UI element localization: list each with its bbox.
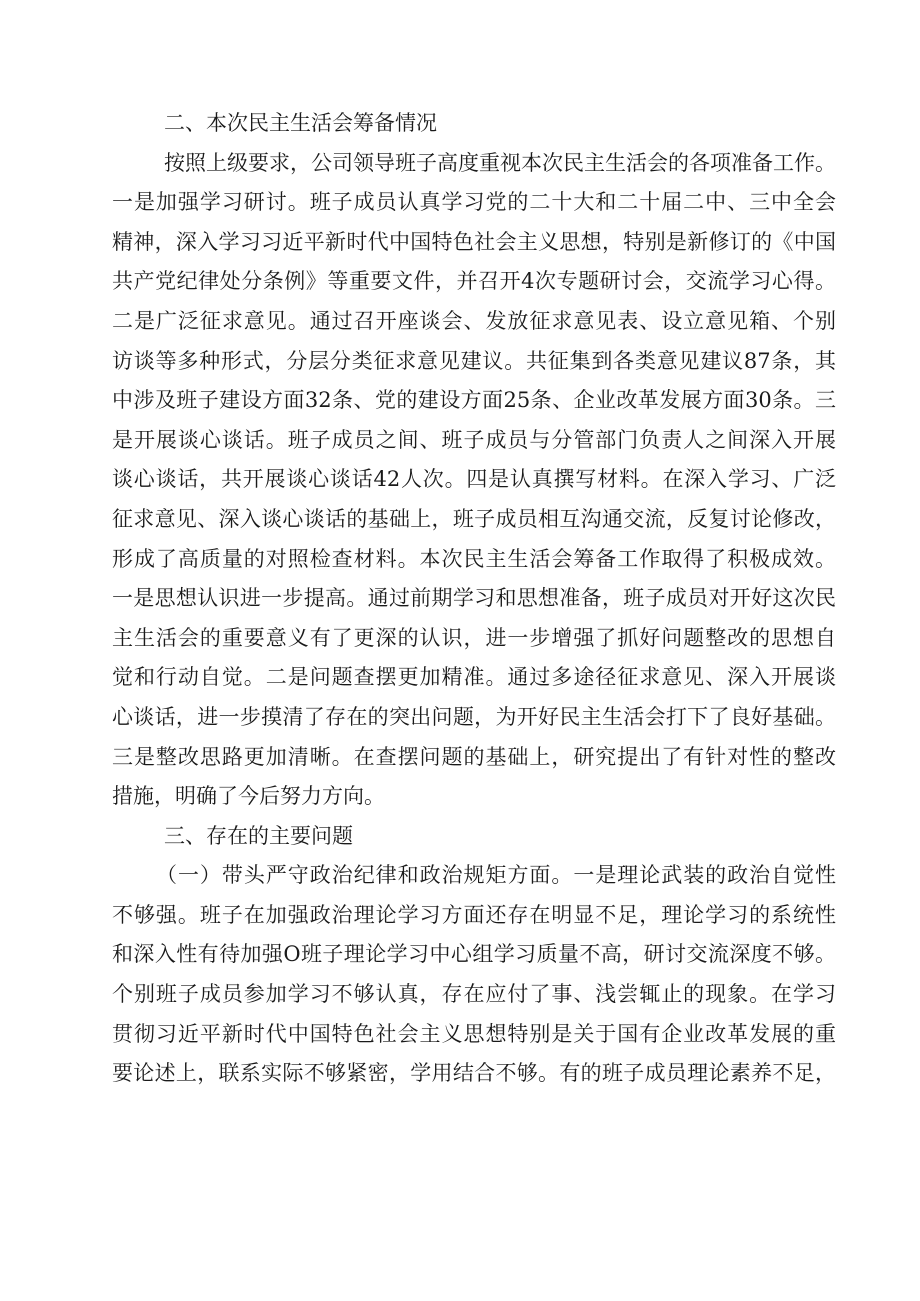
paragraph-line: （一）带头严守政治纪律和政治规矩方面。一是理论武装的政治自觉性: [156, 863, 836, 888]
paragraph-line: 一是加强学习研讨。班子成员认真学习党的二十大和二十届二中、三中全会: [112, 190, 836, 215]
paragraph-line: 不够强。班子在加强政治理论学习方面还存在明显不足，理论学习的系统性: [112, 902, 836, 927]
section-heading-2: 二、本次民主生活会筹备情况: [164, 111, 437, 135]
paragraph-line: 措施，明确了今后努力方向。: [112, 784, 385, 809]
paragraph-line: 是开展谈心谈话。班子成员之间、班子成员与分管部门负责人之间深入开展: [112, 427, 836, 452]
paragraph-line: 谈心谈话，共开展谈心谈话42人次。四是认真撰写材料。在深入学习、广泛: [112, 467, 836, 492]
section-3-paragraph: [112, 856, 836, 1094]
paragraph-line: 主生活会的重要意义有了更深的认识，进一步增强了抓好问题整改的思想自: [112, 625, 836, 650]
paragraph-line: 贯彻习近平新时代中国特色社会主义思想特别是关于国有企业改革发展的重: [112, 1021, 836, 1046]
paragraph-line: 心谈话，进一步摸清了存在的突出问题，为开好民主生活会打下了良好基础。: [112, 704, 836, 729]
paragraph-line: 征求意见、深入谈心谈话的基础上，班子成员相互沟通交流，反复讨论修改，: [112, 506, 836, 531]
paragraph-line: 精神，深入学习习近平新时代中国特色社会主义思想，特别是新修订的《中国: [112, 229, 836, 254]
document-body: [112, 104, 836, 1094]
paragraph-line: 共产党纪律处分条例》等重要文件，并召开4次专题研讨会，交流学习心得。: [112, 269, 836, 294]
paragraph-line: 中涉及班子建设方面32条、党的建设方面25条、企业改革发展方面30条。三: [112, 388, 836, 413]
section-heading-3: 三、存在的主要问题: [164, 823, 353, 848]
paragraph-line: 三是整改思路更加清晰。在查摆问题的基础上，研究提出了有针对性的整改: [112, 744, 836, 769]
paragraph-line: 形成了高质量的对照检查材料。本次民主生活会筹备工作取得了积极成效。: [112, 546, 836, 571]
paragraph-line: 和深入性有待加强O班子理论学习中心组学习质量不高，研讨交流深度不够。: [112, 942, 836, 967]
paragraph-line: 个别班子成员参加学习不够认真，存在应付了事、浅尝辄止的现象。在学习: [112, 982, 836, 1007]
paragraph-line: 一是思想认识进一步提高。通过前期学习和思想准备，班子成员对开好这次民: [112, 586, 836, 611]
paragraph-line: 二是广泛征求意见。通过召开座谈会、发放征求意见表、设立意见箱、个别: [112, 308, 836, 333]
paragraph-line: 要论述上，联系实际不够紧密，学用结合不够。有的班子成员理论素养不足，: [112, 1061, 836, 1086]
paragraph-line: 访谈等多种形式，分层分类征求意见建议。共征集到各类意见建议87条，其: [112, 348, 836, 373]
paragraph-line: 按照上级要求，公司领导班子高度重视本次民主生活会的各项准备工作。: [164, 150, 836, 175]
section-2-paragraph: [112, 144, 836, 817]
paragraph-line: 觉和行动自觉。二是问题查摆更加精准。通过多途径征求意见、深入开展谈: [112, 665, 836, 690]
